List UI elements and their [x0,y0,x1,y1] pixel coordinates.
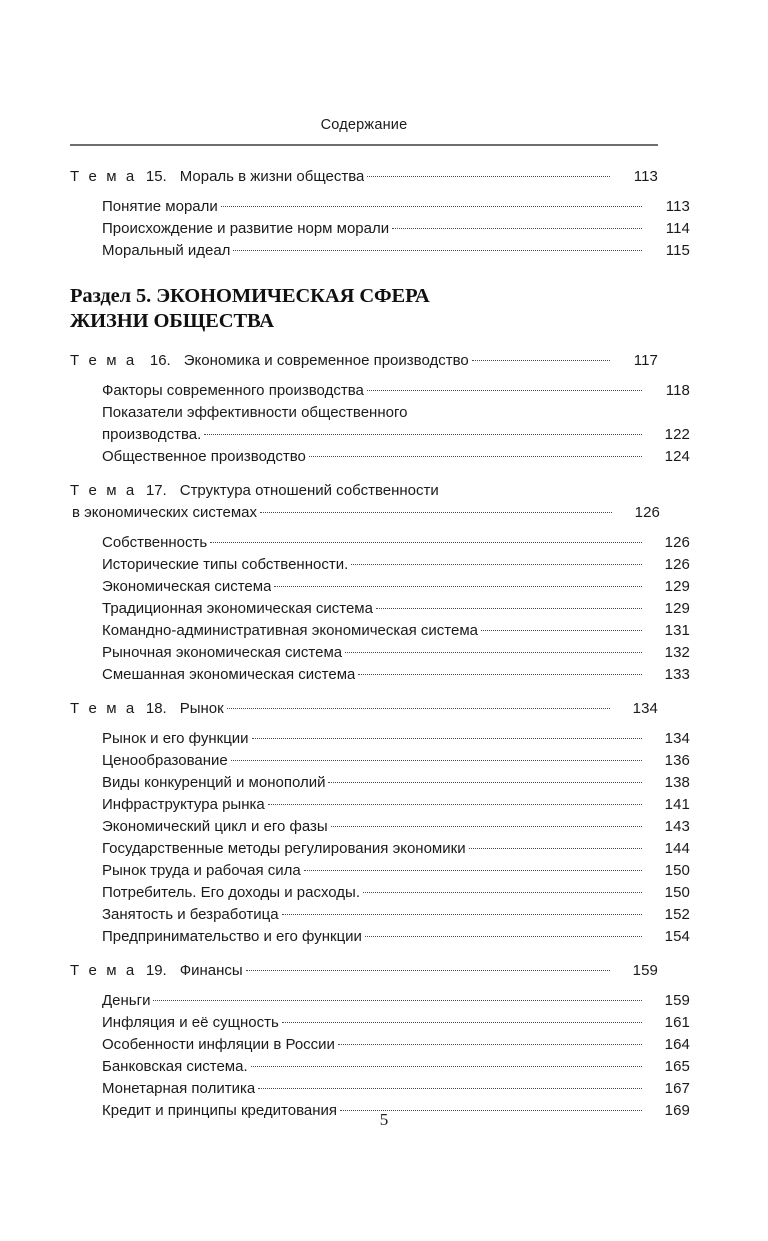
entry-title: Традиционная экономическая система [102,600,373,617]
entry-title: Занятость и безработица [102,906,279,923]
entry-page-number: 141 [664,796,690,813]
entry-page-number: 124 [664,448,690,465]
entry-page-number: 126 [664,534,690,551]
toc-entry-row[interactable] [70,1078,690,1100]
toc-entry-row[interactable] [70,794,690,816]
theme-title-continued: в экономических системах [72,504,258,521]
entry-title: Происхождение и развитие норм морали [102,220,390,237]
theme-title: Структура отношений собственности [179,482,439,499]
entry-title: Смешанная экономическая система [102,666,356,683]
theme-caption: Т е м а [70,168,137,185]
toc-entry-row[interactable] [70,664,690,686]
dot-leader [251,1056,642,1071]
dot-leader [252,728,642,743]
toc-theme-row[interactable] [70,166,658,188]
dot-leader [365,926,642,941]
theme-caption: Т е м а [70,352,137,369]
entry-page-number: 150 [664,884,690,901]
theme-title: Финансы [179,962,243,979]
theme-number: 18. [145,700,167,717]
theme-caption: Т е м а [70,700,137,717]
entry-page-number: 169 [664,1102,690,1119]
dot-leader [367,380,642,395]
dot-leader [231,750,642,765]
entry-title: Ценообразование [102,752,228,769]
dot-leader [246,960,610,975]
vertical-spacer [70,188,658,196]
entry-page-number: 152 [664,906,690,923]
dot-leader [233,240,642,255]
toc-entry-row[interactable] [70,446,690,468]
entry-page-number: 159 [664,992,690,1009]
theme-number: 19. [145,962,167,979]
theme-label [70,698,224,720]
entry-title: Инфляция и её сущность [102,1014,279,1031]
entry-page-number: 161 [664,1014,690,1031]
entry-title: Показатели эффективности общественного [102,404,408,421]
toc-entry-row[interactable] [70,620,690,642]
entry-page-number: 113 [665,198,690,215]
toc-entry-row[interactable] [70,816,690,838]
entry-page-number: 165 [664,1058,690,1075]
toc-entry-row[interactable] [70,1056,690,1078]
entry-page-number: 150 [664,862,690,879]
theme-label [70,960,243,982]
entry-title: Понятие морали [102,198,218,215]
entry-title: Монетарная политика [102,1080,256,1097]
vertical-spacer [70,524,658,532]
vertical-spacer [70,686,658,698]
entry-title: Командно-административная экономическая система [102,622,479,639]
entry-page-number: 134 [632,700,658,717]
toc-theme-row[interactable] [70,698,658,720]
dot-leader [304,860,642,875]
dot-leader [345,642,642,657]
entry-title: Особенности инфляции в России [102,1036,335,1053]
entry-page-number: 126 [664,556,690,573]
toc-entry-row[interactable] [70,240,690,262]
entry-page-number: 134 [664,730,690,747]
vertical-spacer [70,948,658,960]
dot-leader [442,480,610,495]
part-heading-line-1: Раздел 5. ЭКОНОМИЧЕСКАЯ СФЕРА [70,285,430,307]
theme-number: 16. [149,352,171,369]
toc-entry-row[interactable] [70,598,690,620]
toc-entry-row[interactable] [70,196,690,218]
entry-page-number: 115 [665,242,690,259]
entry-page-number: 129 [664,578,690,595]
entry-title: Кредит и принципы кредитования [102,1102,337,1119]
theme-title: Мораль в жизни общества [179,168,365,185]
entry-page-number: 154 [664,928,690,945]
entry-page-number: 113 [633,168,658,185]
entry-page-number: 129 [664,600,690,617]
dot-leader [338,1034,642,1049]
theme-label [70,166,364,188]
toc-entry-row[interactable] [70,728,690,750]
entry-title: Моральный идеал [102,242,231,259]
toc-entry-row[interactable] [70,838,690,860]
dot-leader [282,904,642,919]
theme-caption: Т е м а [70,962,137,979]
dot-leader [227,698,610,713]
toc-entry-row[interactable] [70,772,690,794]
toc-entry-row[interactable] [70,904,690,926]
toc-theme-row[interactable] [70,960,658,982]
toc-entry-row[interactable] [70,554,690,576]
entry-page-number: 167 [664,1080,690,1097]
entry-title: Потребитель. Его доходы и расходы. [102,884,361,901]
dot-leader [153,990,642,1005]
toc-entry-row-continued[interactable] [70,424,690,446]
toc-entry-row[interactable] [70,882,690,904]
dot-leader [358,664,642,679]
vertical-spacer [70,372,658,380]
entry-title: Государственные методы регулирования экономики [102,840,466,857]
dot-leader [351,554,642,569]
theme-number: 15. [145,168,167,185]
toc-entry-row[interactable] [70,1012,690,1034]
toc-entry-row[interactable] [70,218,690,240]
entry-page-number: 114 [665,220,690,237]
toc-theme-row-continued[interactable] [70,502,660,524]
entry-title: Рыночная экономическая система [102,644,343,661]
entry-page-number: 126 [634,504,660,521]
dot-leader [258,1078,642,1093]
toc-entry-row[interactable] [70,860,690,882]
table-of-contents [70,166,690,1122]
entry-page-number: 164 [664,1036,690,1053]
entry-title: Инфраструктура рынка [102,796,265,813]
theme-number: 17. [145,482,167,499]
theme-label [70,350,469,372]
dot-leader [221,196,642,211]
entry-page-number: 117 [633,352,658,369]
header-rule [70,144,658,146]
entry-page-number: 133 [664,666,690,683]
dot-leader [204,424,642,439]
entry-title: Предпринимательство и его функции [102,928,362,945]
toc-entry-row[interactable] [70,990,690,1012]
dot-leader [328,772,642,787]
dot-leader [469,838,642,853]
toc-entry-row[interactable] [70,642,690,664]
dot-leader [363,882,642,897]
dot-leader [376,598,642,613]
entry-title: Виды конкуренций и монополий [102,774,326,791]
dot-leader [481,620,642,635]
toc-entry-row[interactable] [70,750,690,772]
toc-entry-row[interactable] [70,380,690,402]
entry-title: Рынок труда и рабочая сила [102,862,301,879]
dot-leader [260,502,612,517]
toc-entry-row[interactable] [70,576,690,598]
entry-title: Собственность [102,534,208,551]
vertical-spacer [70,982,658,990]
dot-leader [309,446,642,461]
dot-leader [210,532,642,547]
entry-title-continued: производства. [102,426,202,443]
dot-leader [410,402,642,417]
entry-page-number: 136 [664,752,690,769]
entry-title: Рынок и его функции [102,730,249,747]
entry-title: Общественное производство [102,448,306,465]
entry-page-number: 118 [665,382,690,399]
dot-leader [274,576,642,591]
part-heading-block [70,262,658,350]
dot-leader [331,816,642,831]
dot-leader [472,350,610,365]
theme-caption: Т е м а [70,482,137,499]
dot-leader [392,218,642,233]
entry-title: Банковская система. [102,1058,248,1075]
entry-page-number: 138 [664,774,690,791]
theme-title: Рынок [179,700,224,717]
entry-page-number: 132 [664,644,690,661]
page-folio: 5 [379,1110,389,1129]
entry-title: Экономический цикл и его фазы [102,818,328,835]
entry-page-number: 131 [664,622,690,639]
toc-entry-row[interactable] [70,926,690,948]
dot-leader [367,166,610,181]
entry-page-number: 143 [664,818,690,835]
entry-title: Факторы современного производства [102,382,364,399]
toc-entry-row[interactable] [70,402,690,424]
toc-theme-row[interactable] [70,350,658,372]
theme-title: Экономика и современное производство [183,352,469,369]
entry-page-number: 122 [664,426,690,443]
toc-entry-row[interactable] [70,532,690,554]
vertical-spacer [70,720,658,728]
entry-title: Исторические типы собственности. [102,556,349,573]
theme-label [70,480,439,502]
entry-title: Деньги [102,992,151,1009]
vertical-spacer [70,468,658,480]
toc-entry-row[interactable] [70,1034,690,1056]
toc-theme-row[interactable] [70,480,658,502]
dot-leader [282,1012,642,1027]
dot-leader [268,794,642,809]
entry-page-number: 144 [664,840,690,857]
entry-title: Экономическая система [102,578,272,595]
running-head: Содержание [320,117,408,133]
part-heading-line-2: ЖИЗНИ ОБЩЕСТВА [70,310,275,332]
entry-page-number: 159 [632,962,658,979]
